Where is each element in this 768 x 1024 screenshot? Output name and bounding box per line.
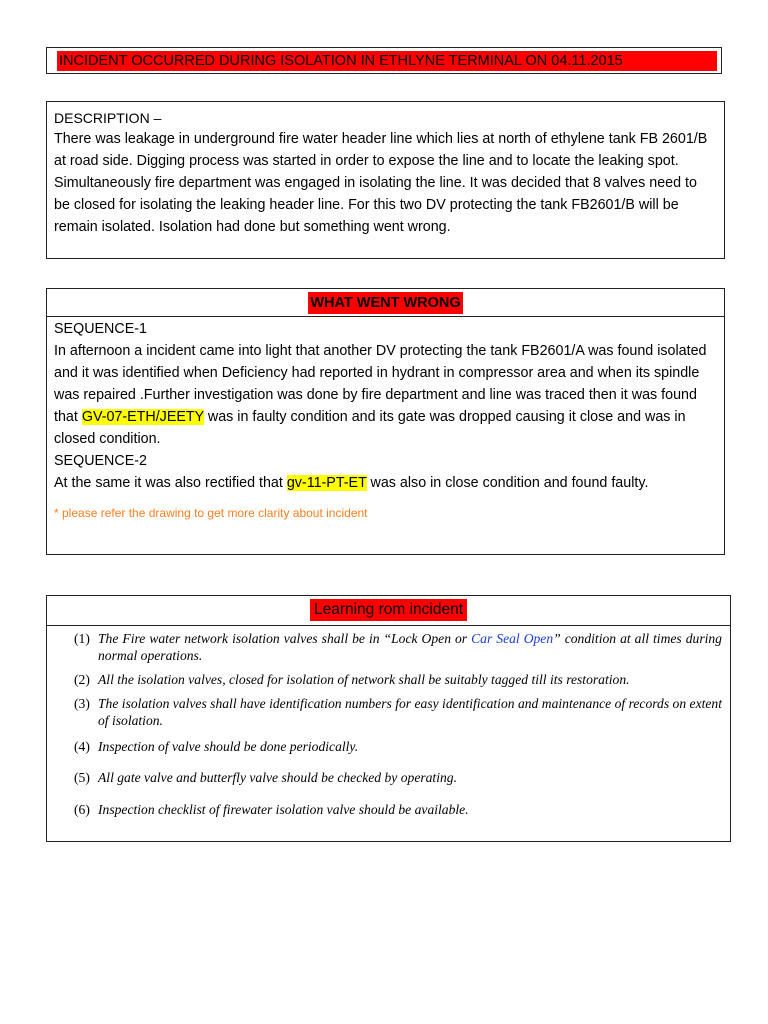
list-item-text-b: ” condition at all times during normal operations. xyxy=(98,631,722,663)
sequence-1-label: SEQUENCE-1 xyxy=(54,321,147,337)
learning-list xyxy=(71,630,722,818)
learning-heading: Learning rom incident xyxy=(310,599,467,621)
list-item-text: All gate valve and butterfly valve should be checked by operating. xyxy=(98,770,457,785)
car-seal-open-link: Car Seal Open xyxy=(471,631,554,646)
description-text: There was leakage in underground fire water header line which lies at north of ethylene tank FB 2601/B at road side. Digging process was started in order to expose the line and to locate the leaking spot. Simultaneously fire department was engaged in isolating the line. It was decided that 8 valves need to be closed for isolating the leaking header line. For this two DV protecting the tank FB2601/B will be remain isolated. Isolation had done but something went wrong. xyxy=(54,131,708,235)
list-item-text: All the isolation valves, closed for isolation of network shall be suitably tagged till its restoration. xyxy=(98,672,630,687)
list-item-text: The isolation valves shall have identification numbers for easy identification and maintenance of records on extent of isolation. xyxy=(98,696,722,728)
list-item-text xyxy=(98,630,722,664)
list-item xyxy=(71,630,722,664)
list-item xyxy=(71,738,722,755)
list-item-number: (3) xyxy=(74,696,90,711)
page-title: INCIDENT OCCURRED DURING ISOLATION IN ETHLYNE TERMINAL ON 04.11.2015 xyxy=(57,51,717,71)
sequence-2-text xyxy=(54,472,718,494)
valve-tag-highlight: GV-07-ETH/JEETY xyxy=(81,409,204,425)
what-went-wrong-section xyxy=(46,288,725,555)
what-went-wrong-heading: WHAT WENT WRONG xyxy=(308,292,462,314)
sequence-1-text-b: was in faulty condition and its gate was dropped causing it close and was in closed condition. xyxy=(54,409,686,447)
sequence-2-text-b: was also in close condition and found faulty. xyxy=(366,475,649,491)
sequence-2-label: SEQUENCE-2 xyxy=(54,453,147,469)
list-item-number: (6) xyxy=(74,802,90,817)
list-item xyxy=(71,769,722,786)
list-item xyxy=(71,801,722,818)
list-item xyxy=(71,695,722,729)
description-section xyxy=(46,101,725,259)
list-item-number: (4) xyxy=(74,739,90,754)
list-item-text-a: The Fire water network isolation valves shall be in “Lock Open or xyxy=(98,631,472,646)
valve-tag-highlight: gv-11-PT-ET xyxy=(286,475,367,491)
list-item-text: Inspection of valve should be done periodically. xyxy=(98,739,359,754)
learning-section xyxy=(46,595,731,842)
sequence-1-text xyxy=(54,340,718,450)
description-heading: DESCRIPTION – xyxy=(54,110,162,126)
sequence-2-text-a: At the same it was also rectified that xyxy=(54,475,287,491)
sequence-1-text-a: In afternoon a incident came into light that another DV protecting the tank FB2601/A was found isolated and it was identified when Deficiency had reported in hydrant in compressor area and when its spindle was repaired .Further investigation was done by fire department and line was traced then it was found that xyxy=(54,343,707,425)
learning-header xyxy=(47,596,730,626)
what-went-wrong-body xyxy=(54,318,718,521)
title-box xyxy=(46,47,722,74)
list-item-number: (2) xyxy=(74,672,90,687)
drawing-reference-note: * please refer the drawing to get more clarity about incident xyxy=(54,506,368,520)
what-went-wrong-header xyxy=(47,289,724,317)
list-item xyxy=(71,671,722,688)
list-item-number: (5) xyxy=(74,770,90,785)
list-item-number: (1) xyxy=(74,631,90,646)
list-item-text: Inspection checklist of firewater isolation valve should be available. xyxy=(98,802,469,817)
